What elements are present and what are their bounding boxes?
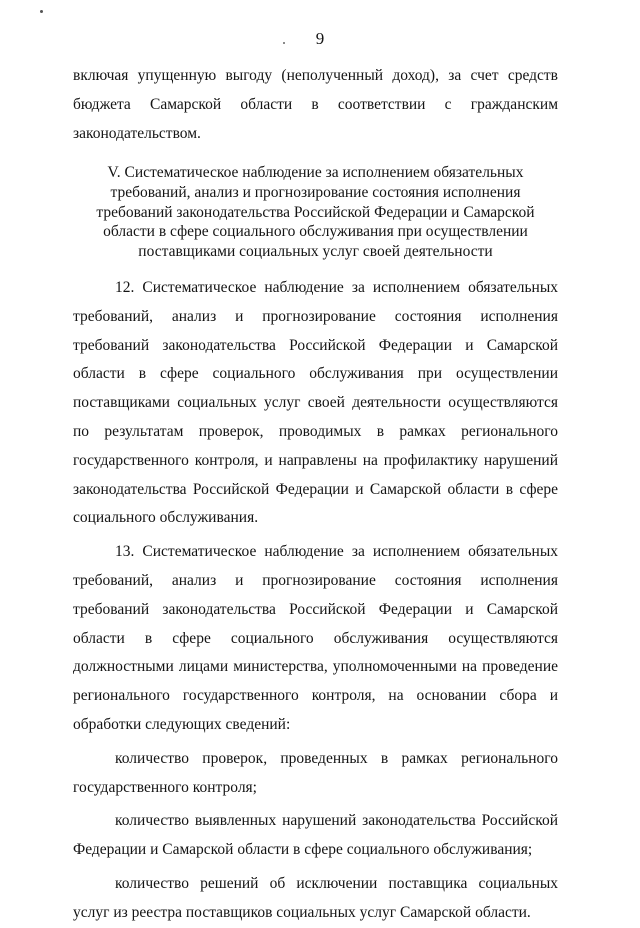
scan-dot xyxy=(283,42,285,44)
continuation-paragraph: включая упущенную выгоду (неполученный доход), за счет средств бюджета Самарской области в соответствии с гражданским законодательством. xyxy=(73,67,558,142)
continuation-block xyxy=(73,62,558,148)
list-item: количество выявленных нарушений законодательства Российской Федерации и Самарской области в сфере социального обслуживания; xyxy=(73,812,558,859)
list-item: количество проверок, проведенных в рамках регионального государственного контроля; xyxy=(73,749,558,796)
list-item: количество решений об исключении поставщика социальных услуг из реестра поставщиков социальных услуг Самарской области. xyxy=(73,874,558,921)
section-body xyxy=(73,274,558,928)
section-heading: V. Систематическое наблюдение за исполнением обязательных требований, анализ и прогнозирование состояния исполнения требований законодательства Российской Федерации и Самарской области в сфере социального обслуживания при осуществлении поставщиками социальных услуг своей деятельности xyxy=(96,164,535,261)
paragraph-12: 12. Систематическое наблюдение за исполнением обязательных требований, анализ и прогнозирование состояния исполнения требований законодательства Российской Федерации и Самарской области в сфере социального обслуживания при осуществлении поставщиками социальных услуг своей деятельности осуществляются по результатам проверок, проводимых в рамках регионального государственного контроля, и направлены на профилактику нарушений законодательства Российской Федерации и Самарской области в сфере социального обслуживания. xyxy=(73,279,558,527)
scan-mark xyxy=(40,10,43,13)
page-number: 9 xyxy=(315,29,325,48)
paragraph-13: 13. Систематическое наблюдение за исполнением обязательных требований, анализ и прогнозирование состояния исполнения требований законодательства Российской Федерации и Самарской области в сфере социального обслуживания осуществляются должностными лицами министерства, уполномоченными на проведение регионального государственного контроля, на основании сбора и обработки следующих сведений: xyxy=(73,543,558,733)
